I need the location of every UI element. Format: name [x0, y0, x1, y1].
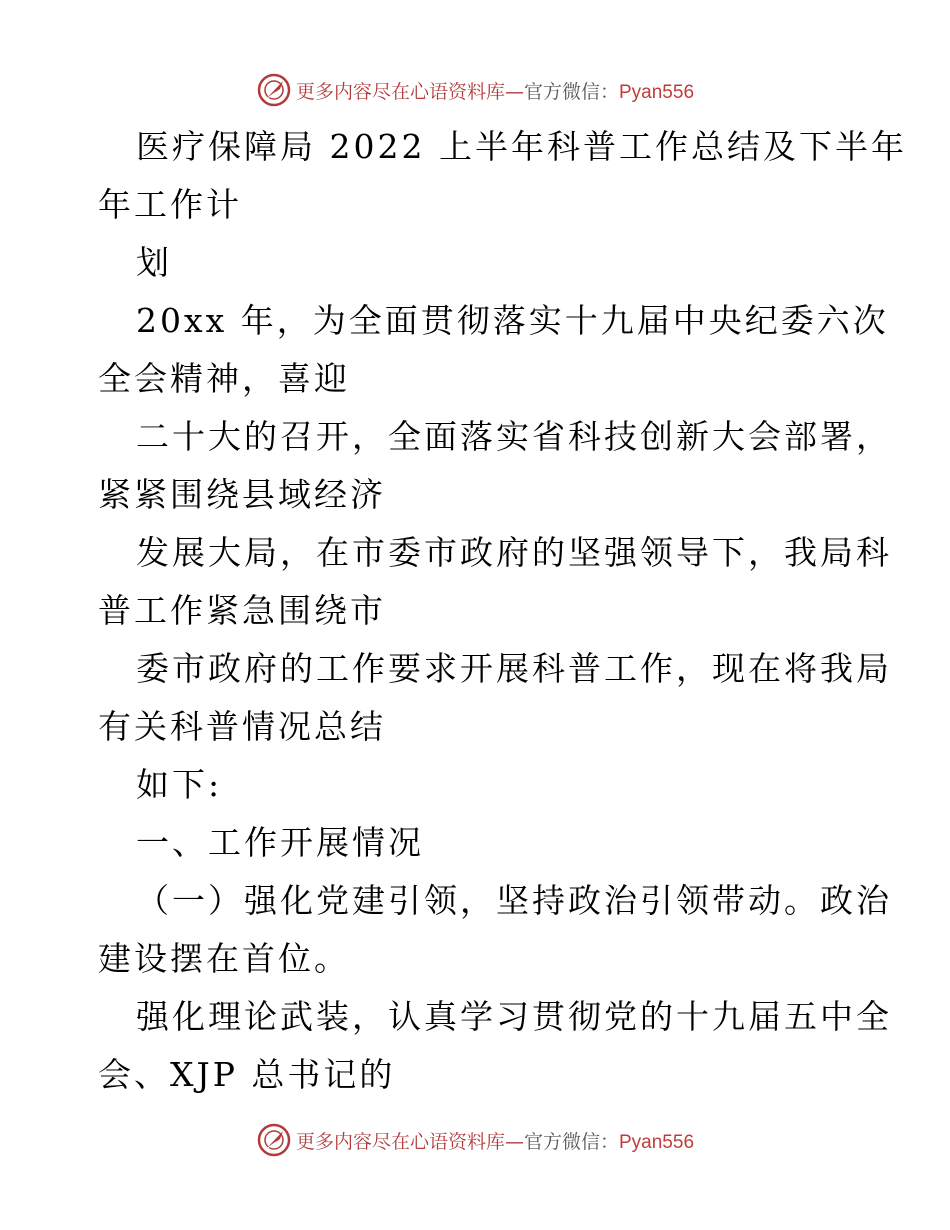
watermark-separator: —	[504, 80, 524, 103]
quill-circle-icon	[256, 1122, 292, 1158]
quill-circle-icon	[256, 72, 292, 108]
doc-line: 强化理论武装，认真学习贯彻党的十九届五中全	[136, 997, 892, 1036]
doc-line: 普工作紧急围绕市	[98, 591, 386, 630]
watermark-wechat-label: 官方微信：	[523, 80, 619, 103]
watermark-banner-top	[0, 70, 950, 110]
doc-line: 如下:	[136, 765, 223, 804]
watermark-wechat-label: 官方微信：	[523, 1130, 619, 1153]
doc-line: 全会精神，喜迎	[98, 359, 350, 398]
document-body	[98, 118, 907, 1104]
doc-line: 医疗保障局 2022 上半年科普工作总结及下半年	[136, 127, 907, 166]
doc-line: 委市政府的工作要求开展科普工作，现在将我局	[136, 649, 892, 688]
watermark-account: Pyan556	[619, 81, 695, 103]
doc-line: 会、XJP 总书记的	[98, 1055, 396, 1094]
watermark-site: 更多内容尽在心语资料库	[295, 80, 505, 103]
watermark-text	[296, 1127, 694, 1154]
doc-line: 建设摆在首位。	[98, 939, 350, 978]
doc-line: 年工作计	[98, 185, 242, 224]
doc-line: 发展大局，在市委市政府的坚强领导下，我局科	[136, 533, 892, 572]
watermark-text	[296, 77, 694, 104]
watermark-account: Pyan556	[619, 1131, 695, 1153]
watermark-banner-bottom	[0, 1120, 950, 1160]
doc-line: 20xx 年，为全面贯彻落实十九届中央纪委六次	[136, 301, 889, 340]
doc-line: 划	[136, 243, 172, 282]
watermark-site: 更多内容尽在心语资料库	[295, 1130, 505, 1153]
doc-line: 有关科普情况总结	[98, 707, 386, 746]
doc-line: 一、工作开展情况	[136, 823, 424, 862]
doc-line: 紧紧围绕县域经济	[98, 475, 386, 514]
doc-line: （一）强化党建引领，坚持政治引领带动。政治	[136, 881, 892, 920]
doc-line: 二十大的召开，全面落实省科技创新大会部署，	[136, 417, 892, 456]
watermark-separator: —	[504, 1130, 524, 1153]
